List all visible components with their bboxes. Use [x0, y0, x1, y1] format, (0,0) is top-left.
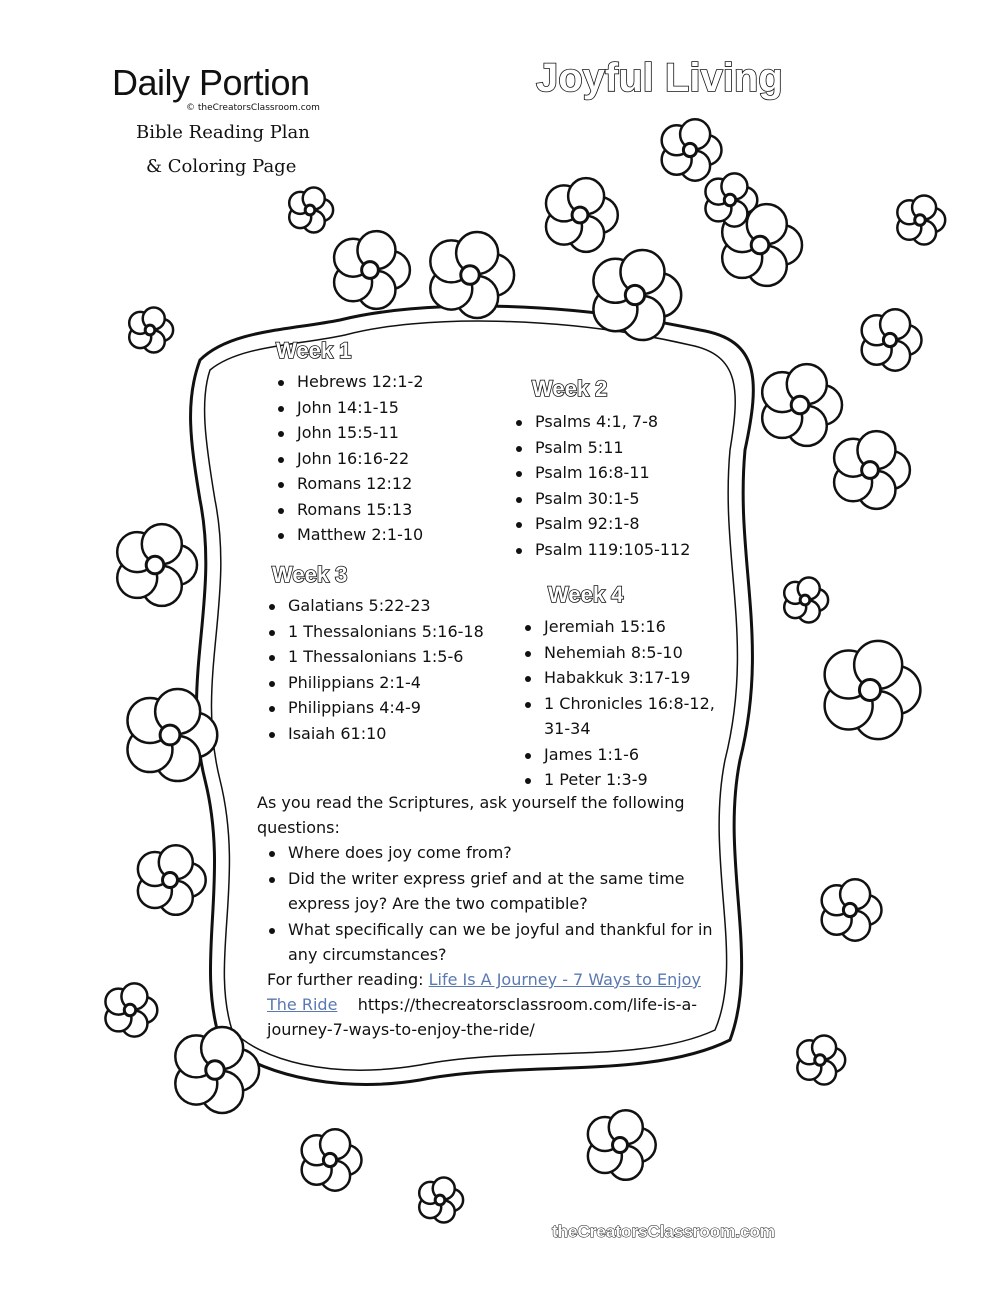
reading-item: Hebrews 12:1-2: [297, 369, 424, 395]
reading-item: Psalm 16:8-11: [535, 460, 690, 486]
footer-watermark: theCreatorsClassroom.com: [552, 1222, 775, 1241]
flower-icon: [302, 1129, 362, 1190]
article-url-cont: journey-7-ways-to-enjoy-the-ride/: [267, 1020, 535, 1039]
flower-icon: [825, 641, 921, 739]
flower-icon: [127, 689, 217, 781]
copyright-notice: © theCreatorsClassroom.com: [186, 103, 320, 113]
reading-item: John 15:5-11: [297, 420, 424, 446]
reading-item: 1 Chronicles 16:8-12,: [544, 691, 715, 717]
flower-icon: [588, 1110, 656, 1180]
page-title: Daily Portion: [112, 62, 310, 103]
question-line: any circumstances?: [288, 945, 447, 964]
question-line: What specifically can we be joyful and thankful for in: [288, 919, 713, 939]
questions-section: [257, 790, 713, 968]
reading-item: 1 Thessalonians 1:5-6: [288, 644, 484, 670]
week-3-heading: Week 3: [272, 562, 348, 587]
question-line: express joy? Are the two compatible?: [288, 894, 588, 913]
flower-icon: [138, 845, 206, 915]
flower-icon: [129, 307, 173, 352]
reading-item: Psalms 4:1, 7-8: [535, 409, 690, 435]
reading-item: 31-34: [544, 719, 591, 738]
question-item: [288, 866, 713, 917]
reading-item: Psalm 5:11: [535, 435, 690, 461]
reading-item: Psalm 119:105-112: [535, 537, 690, 563]
flower-icon: [419, 1177, 463, 1222]
reading-item: John 16:16-22: [297, 446, 424, 472]
reading-item: John 14:1-15: [297, 395, 424, 421]
flower-icon: [834, 431, 910, 509]
reading-item: Psalm 30:1-5: [535, 486, 690, 512]
week-1-list: [297, 369, 424, 548]
reading-item: Nehemiah 8:5-10: [544, 640, 715, 666]
reading-item: Galatians 5:22-23: [288, 593, 484, 619]
flower-icon: [762, 364, 842, 446]
question-line: Where does joy come from?: [288, 843, 512, 862]
article-url: https://thecreatorsclassroom.com/life-is-a-: [357, 995, 698, 1014]
flower-icon: [289, 187, 333, 232]
reading-item: James 1:1-6: [544, 742, 715, 768]
flower-icon: [784, 577, 828, 622]
reading-item: Philippians 4:4-9: [288, 695, 484, 721]
theme-title: Joyful Living: [536, 56, 783, 100]
questions-intro: As you read the Scriptures, ask yourself the following: [257, 793, 685, 812]
flower-icon: [862, 309, 922, 370]
reading-item: Psalm 92:1-8: [535, 511, 690, 537]
week-1-heading: Week 1: [276, 338, 352, 363]
flower-icon: [105, 983, 157, 1036]
subtitle-reading-plan: Bible Reading Plan: [136, 122, 310, 143]
reading-item: Jeremiah 15:16: [544, 614, 715, 640]
week-3-list: [288, 593, 484, 746]
article-link[interactable]: Life Is A Journey - 7 Ways to Enjoy: [428, 970, 701, 989]
flower-icon: [334, 231, 410, 309]
week-4-heading: Week 4: [548, 582, 624, 607]
flower-icon: [175, 1027, 259, 1113]
subtitle-coloring-page: & Coloring Page: [146, 156, 297, 177]
week-2-list: [535, 409, 690, 562]
flower-icon: [897, 195, 945, 244]
flower-icon: [117, 524, 197, 606]
questions-list: [288, 840, 713, 968]
further-reading: [267, 967, 737, 1042]
reading-item: Romans 12:12: [297, 471, 424, 497]
question-item: [288, 917, 713, 968]
further-reading-label: For further reading:: [267, 970, 429, 989]
reading-item: Habakkuk 3:17-19: [544, 665, 715, 691]
reading-item: 1 Thessalonians 5:16-18: [288, 619, 484, 645]
week-2-heading: Week 2: [532, 376, 608, 401]
question-item: [288, 840, 713, 866]
reading-item: Philippians 2:1-4: [288, 670, 484, 696]
flower-icon: [546, 178, 618, 252]
question-line: Did the writer express grief and at the same time: [288, 868, 685, 888]
reading-item: 1 Peter 1:3-9: [544, 767, 715, 793]
reading-item: Romans 15:13: [297, 497, 424, 523]
week-4-list: [544, 614, 715, 793]
flower-icon: [662, 119, 722, 180]
flower-icon: [797, 1035, 845, 1084]
flower-icon: [822, 879, 882, 940]
article-link-cont[interactable]: The Ride: [267, 995, 338, 1014]
reading-item: Isaiah 61:10: [288, 721, 484, 747]
reading-item: Matthew 2:1-10: [297, 522, 424, 548]
questions-intro-cont: questions:: [257, 818, 340, 837]
flower-icon: [593, 250, 681, 340]
